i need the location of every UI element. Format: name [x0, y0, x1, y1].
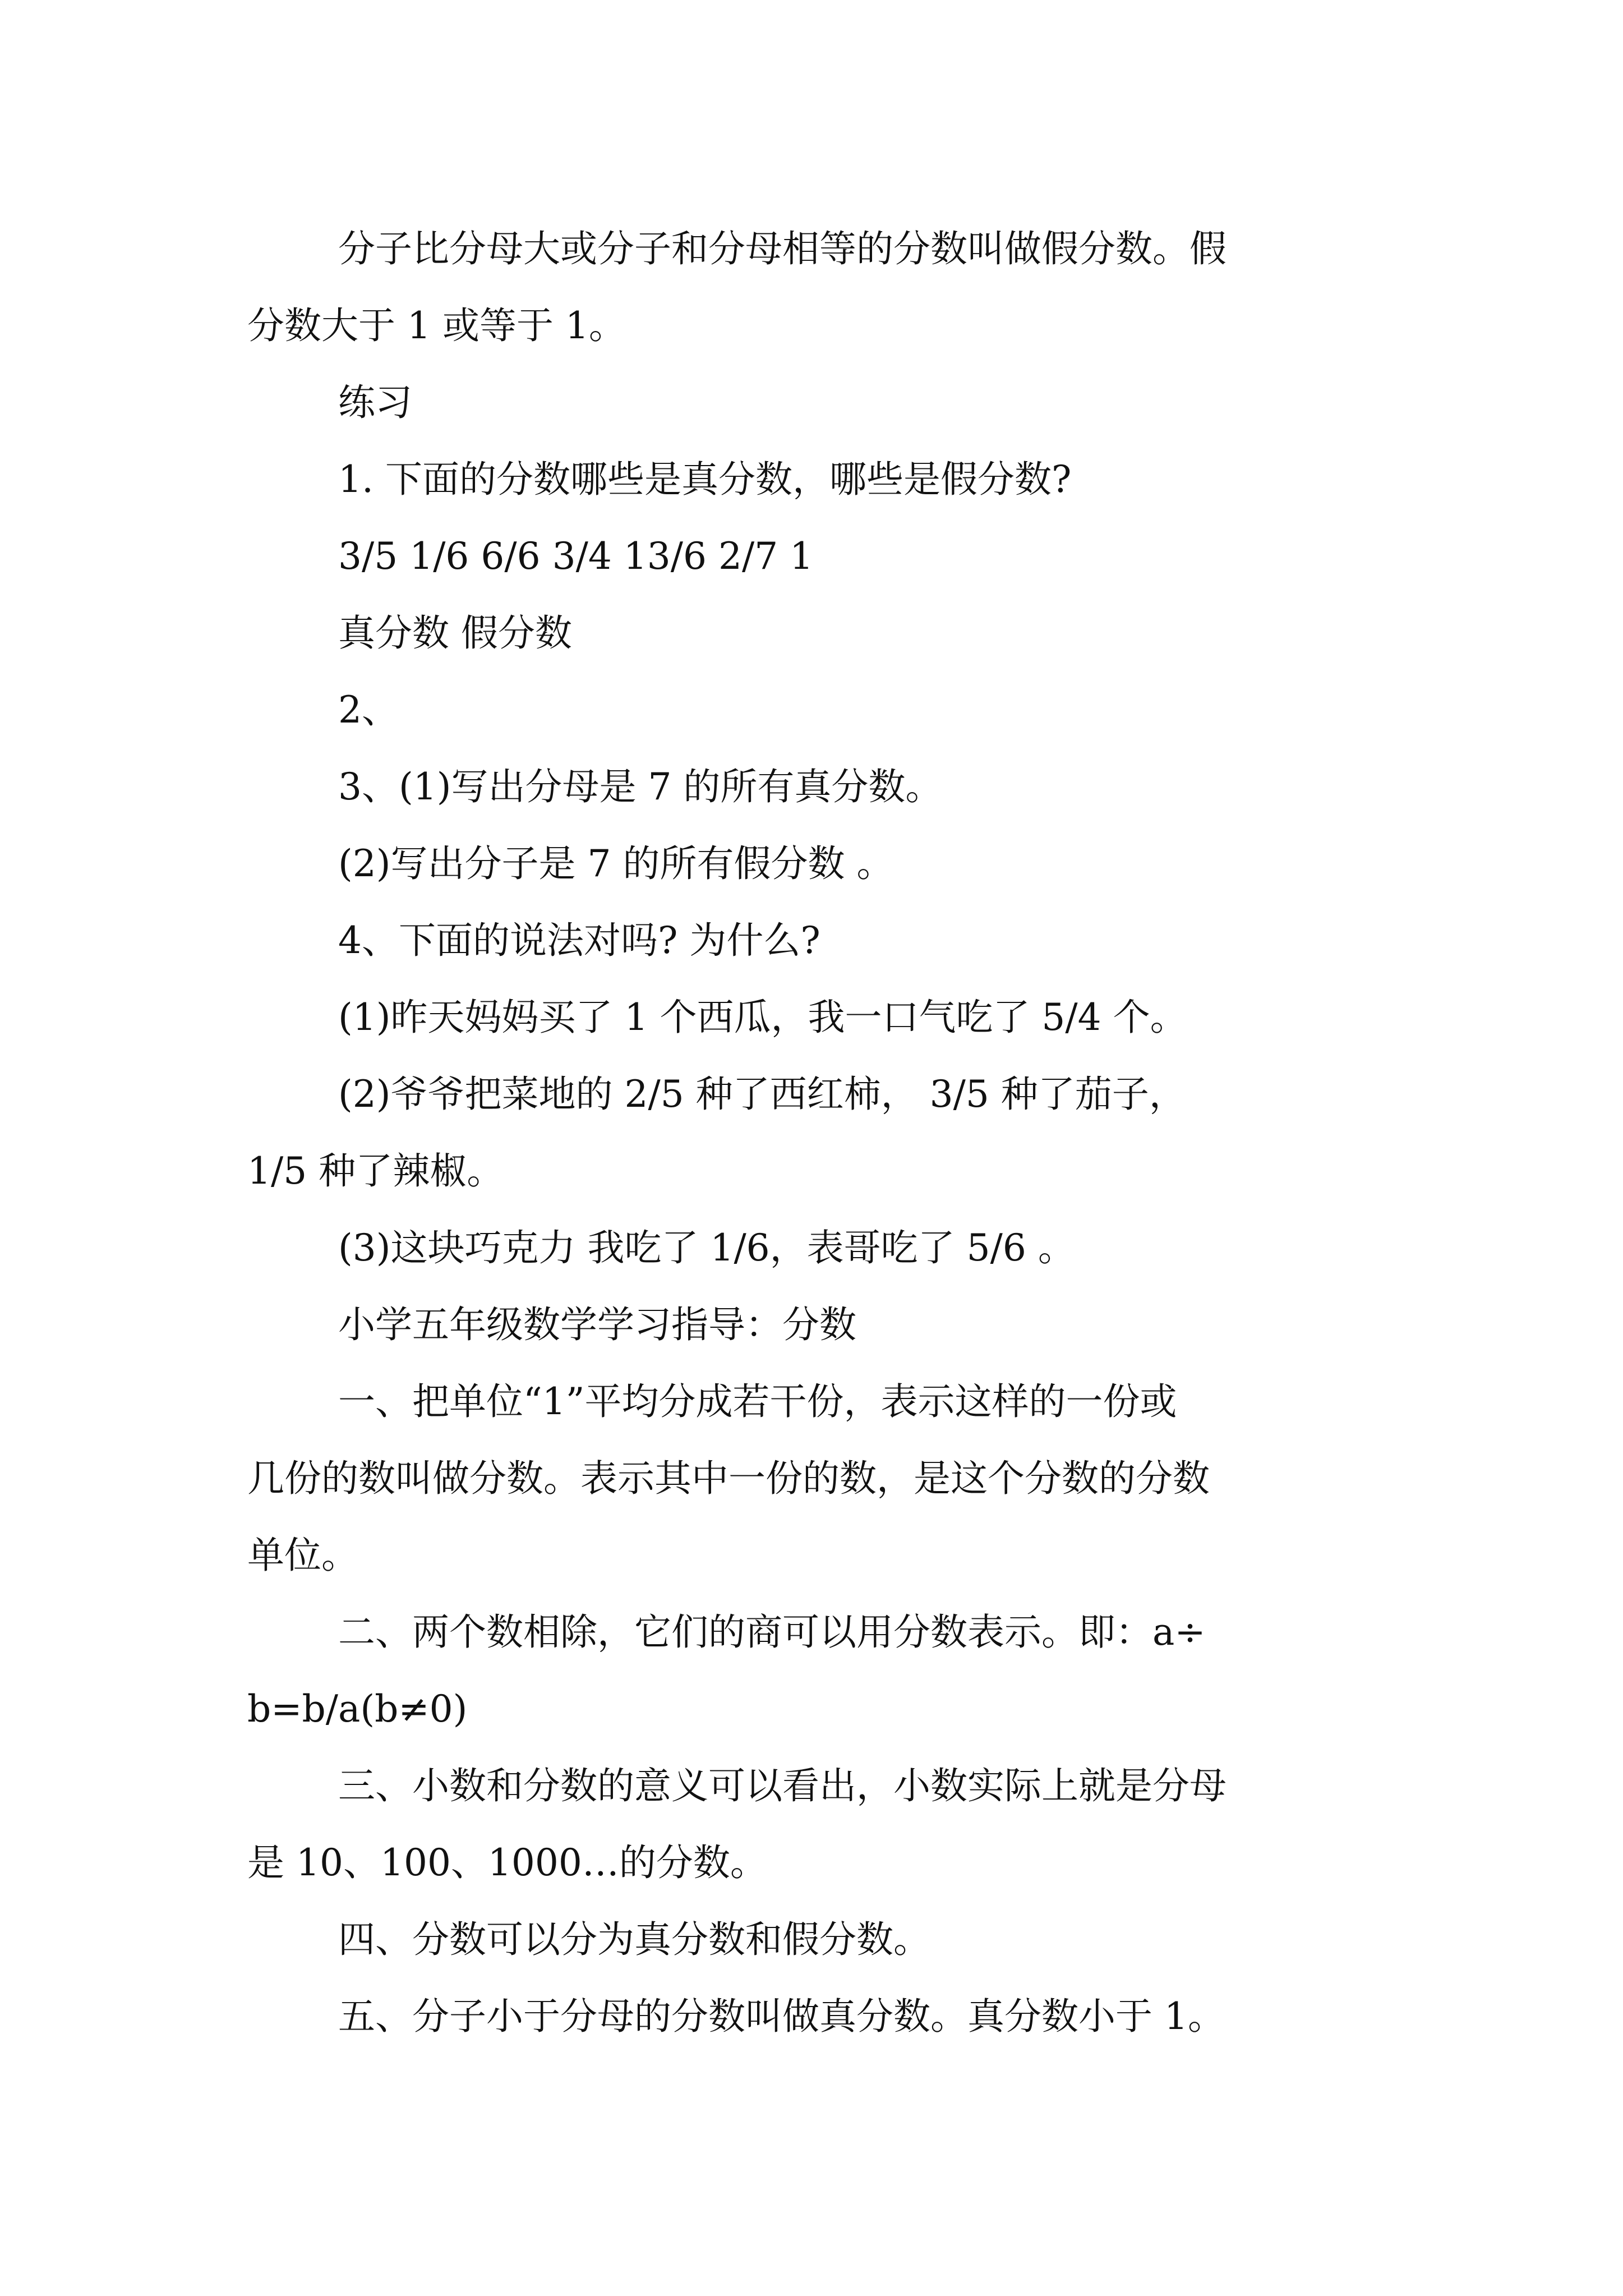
text-line: (1)昨天妈妈买了 1 个西瓜，我一口气吃了 5/4 个。: [338, 996, 1187, 1039]
text-line: 分数大于 1 或等于 1。: [247, 304, 626, 347]
text-line: 一、把单位“1”平均分成若干份，表示这样的一份或: [338, 1380, 1177, 1423]
paragraph-question-3-part-1: [247, 748, 1386, 825]
text-line: b=b/a(b≠0): [247, 1687, 468, 1731]
paragraph-question-4-part-3: [247, 1209, 1386, 1286]
paragraph-point-3: [247, 1747, 1386, 1901]
paragraph-point-4: [247, 1901, 1386, 1978]
paragraph-answer-categories: [247, 595, 1386, 671]
text-line: 小学五年级数学学习指导：分数: [338, 1303, 856, 1346]
paragraph-point-5: [247, 1978, 1386, 2055]
paragraph-fraction-list: [247, 518, 1386, 595]
text-line: 4、下面的说法对吗? 为什么?: [338, 919, 820, 962]
text-line: 三、小数和分数的意义可以看出，小数实际上就是分母: [338, 1764, 1227, 1807]
paragraph-section-heading: [247, 1286, 1386, 1363]
text-line: 1. 下面的分数哪些是真分数，哪些是假分数?: [338, 458, 1072, 501]
text-line: (2)爷爷把菜地的 2/5 种了西红柿， 3/5 种了茄子，: [338, 1073, 1186, 1116]
text-line: 3、(1)写出分母是 7 的所有真分数。: [338, 765, 943, 808]
text-line: 单位。: [247, 1534, 358, 1577]
paragraph-exercise-heading: [247, 364, 1386, 441]
text-line: 3/5 1/6 6/6 3/4 13/6 2/7 1: [338, 535, 814, 578]
text-line: 1/5 种了辣椒。: [247, 1149, 504, 1193]
paragraph-question-4-part-2: [247, 1056, 1386, 1209]
text-line: 四、分数可以分为真分数和假分数。: [338, 1918, 930, 1961]
text-line: 二、两个数相除，它们的商可以用分数表示。即：a÷: [338, 1611, 1206, 1654]
paragraph-question-1: [247, 441, 1386, 518]
paragraph-question-4-part-1: [247, 979, 1386, 1056]
paragraph-point-2: [247, 1594, 1386, 1747]
text-line: 2、: [338, 688, 399, 731]
text-line: 是 10、100、1000…的分数。: [247, 1841, 767, 1884]
paragraph-question-2: [247, 671, 1386, 748]
text-line: 练习: [338, 381, 412, 424]
paragraph-question-4: [247, 902, 1386, 979]
text-line: (2)写出分子是 7 的所有假分数 。: [338, 842, 894, 885]
paragraph-point-1: [247, 1363, 1386, 1594]
text-line: 几份的数叫做分数。表示其中一份的数，是这个分数的分数: [247, 1457, 1210, 1500]
paragraph-question-3-part-2: [247, 825, 1386, 902]
text-line: 真分数 假分数: [338, 611, 572, 655]
paragraph-improper-fraction-definition: [247, 210, 1386, 364]
text-line: 五、分子小于分母的分数叫做真分数。真分数小于 1。: [338, 1995, 1225, 2038]
text-line: (3)这块巧克力 我吃了 1/6，表哥吃了 5/6 。: [338, 1226, 1075, 1269]
text-line: 分子比分母大或分子和分母相等的分数叫做假分数。假: [338, 227, 1227, 270]
document-body: [247, 210, 1386, 2055]
